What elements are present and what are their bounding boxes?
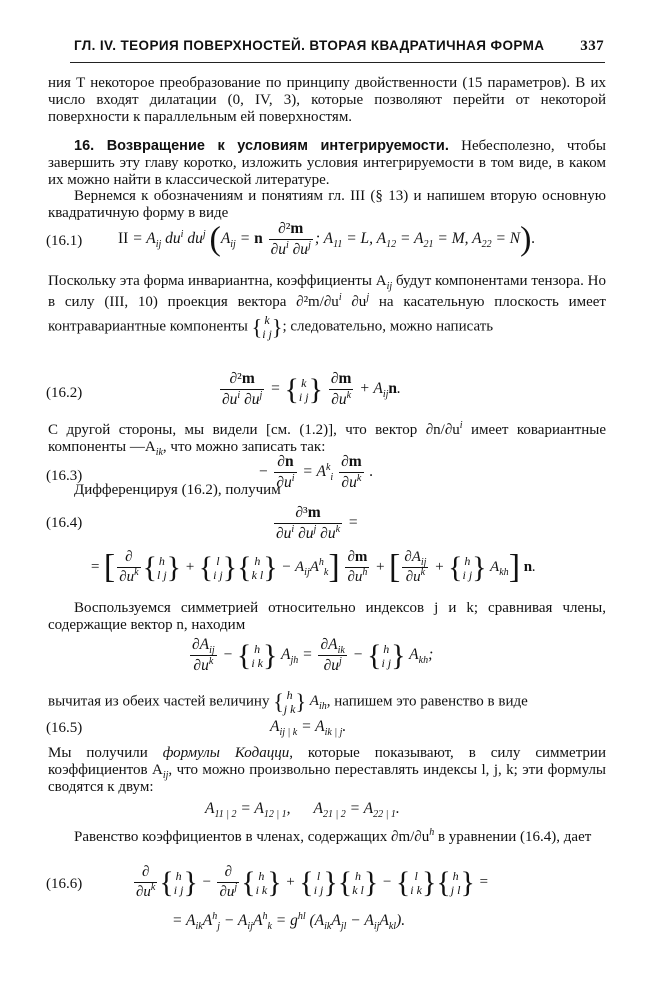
equation-16-4-rhs: = [ $\frac{\partial}{\partial u^k}$ { h l j} + { l i j}{ h k $l\} - A_{ij}A^h_k$] $\frac{\partial m}{\partial u^h}$ + [ $\frac{\partial A_{ij}}{\partial u^k}$ + { h i j} $A_{kh}$] n.: [90, 548, 536, 586]
header-rule: [70, 62, 605, 63]
section-title: 16. Возвращение к условиям интегрируемости.: [74, 138, 449, 154]
equation-number-16-2: (16.2): [46, 385, 83, 401]
codazzi-formulas-term: формулы Кодацци: [162, 745, 290, 761]
equation-16-3: − $\frac{\partial n}{\partial u^i}$ = $A^k_i$ $\frac{\partial m}{\partial u^k}$ .: [258, 453, 374, 491]
christoffel-symbol: { k i j}: [251, 313, 283, 341]
section-text: Небесполезно, чтобы завершить эту главу коротко, изложить условия интегрируемости в том виде, в каком их можно найти в классической литературе.: [48, 138, 606, 188]
equation-16-1: II = $A_{ij}$ $du^i$ $du^j$ ($A_{ij} = n$ $\frac{\text{∂²m}}{\partial u^i \partial u^j}$ ; $A_{11} = L$, $A_{12} = A_{21} = M$, $A_{22} = N$).: [118, 220, 536, 258]
equation-number-16-1: (16.1): [46, 233, 83, 249]
equation-16-6-lhs: $\frac{\partial}{\partial u^k}$ { h i j} − $\frac{\partial}{\partial u^j}$ { h i k} + { l i j}{ h k l} − { l i k}{ h j l} =: [136, 864, 489, 900]
paragraph-7: Воспользуемся симметрией относительно индексов j и k; сравнивая члены, содержащие вектор n, находим: [48, 600, 606, 633]
paragraph-5: С другой стороны, мы видели [см. (1.2)], что вектор $\partial n/\partial u^i$ имеет ковариантные компоненты $—A_{ik}$, что можно записать так:: [48, 420, 606, 458]
paragraph-1: ния T некоторое преобразование по принципу двойственности (15 параметров). В их число входят дилатации (0, IV, 3), которые позволяют перейти от некоторой поверхности к параллельным ей поверхностям.: [48, 75, 606, 125]
equation-number-16-4: (16.4): [46, 515, 83, 531]
paragraph-6: Дифференцируя (16.2), получим: [74, 482, 281, 498]
paragraph-3: Вернемся к обозначениям и понятиям гл. III (§ 13) и напишем вторую основную квадратичную форму в виде: [48, 188, 606, 221]
equation-symmetry: $\frac{\partial A_{ij}}{\partial u^k}$ − { h i k} $A_{jh}$ = $\frac{\partial A_{ik}}{\partial u^j}$ − { h i j} $A_{kh}$;: [192, 636, 434, 674]
equation-16-6-rhs: = $A_{ik}A^h_j - A_{ij}A^h_k = g^{hl}$ $(A_{ik}A_{jl} - A_{ij}A_{kl})$.: [172, 910, 406, 933]
equation-number-16-5: (16.5): [46, 720, 83, 736]
running-header: [74, 38, 604, 55]
header-title: ГЛ. IV. ТЕОРИЯ ПОВЕРХНОСТЕЙ. ВТОРАЯ КВАДРАТИЧНАЯ ФОРМА: [74, 38, 545, 53]
equation-number-16-3: (16.3): [46, 468, 83, 484]
equation-16-2: $\frac{\text{∂²m}}{\partial u^i \partial u^j}$ = { k i j} $\frac{\partial m}{\partial u^k}$ + $A_{ij}n$.: [222, 370, 401, 408]
equation-16-4-lhs: $\frac{\text{∂³m}}{\partial u^i \partial u^j \partial u^k}$ =: [276, 504, 359, 542]
equation-codazzi-two: $A_{11 | 2} = A_{12 | 1}$, $A_{21 | 2} = A_{22 | 1}$.: [205, 800, 400, 821]
section-paragraph: [48, 138, 606, 189]
page-number: 337: [580, 38, 604, 54]
paragraph-10: Равенство коэффициентов в членах, содержащих $\partial m/\partial u^h$ в уравнении (16.4), дает: [74, 827, 592, 845]
paragraph-8: вычитая из обеих частей величину { h j k} $A_{ih}$, напишем это равенство в виде: [48, 688, 528, 716]
equation-16-5: $A_{ij | k} = A_{ik | j}$.: [270, 718, 347, 739]
equation-number-16-6: (16.6): [46, 876, 83, 892]
paragraph-4: Поскольку эта форма инвариантна, коэффициенты $A_{ij}$ будут компонентами тензора. Но в силу (III, 10) проекция вектора $\partial^2m/\partial u^i$ $\partial u^j$ на касательную плоскость имеет контравариантные компоненты { k i j}; следовательно, можно написать: [48, 273, 606, 341]
paragraph-9: Мы получили формулы Кодацци, которые показывают, в силу симметрии коэффициентов $A_{ij}$, что можно произвольно переставлять индексы l, j, k; эти формулы сводятся к двум:: [48, 745, 607, 795]
